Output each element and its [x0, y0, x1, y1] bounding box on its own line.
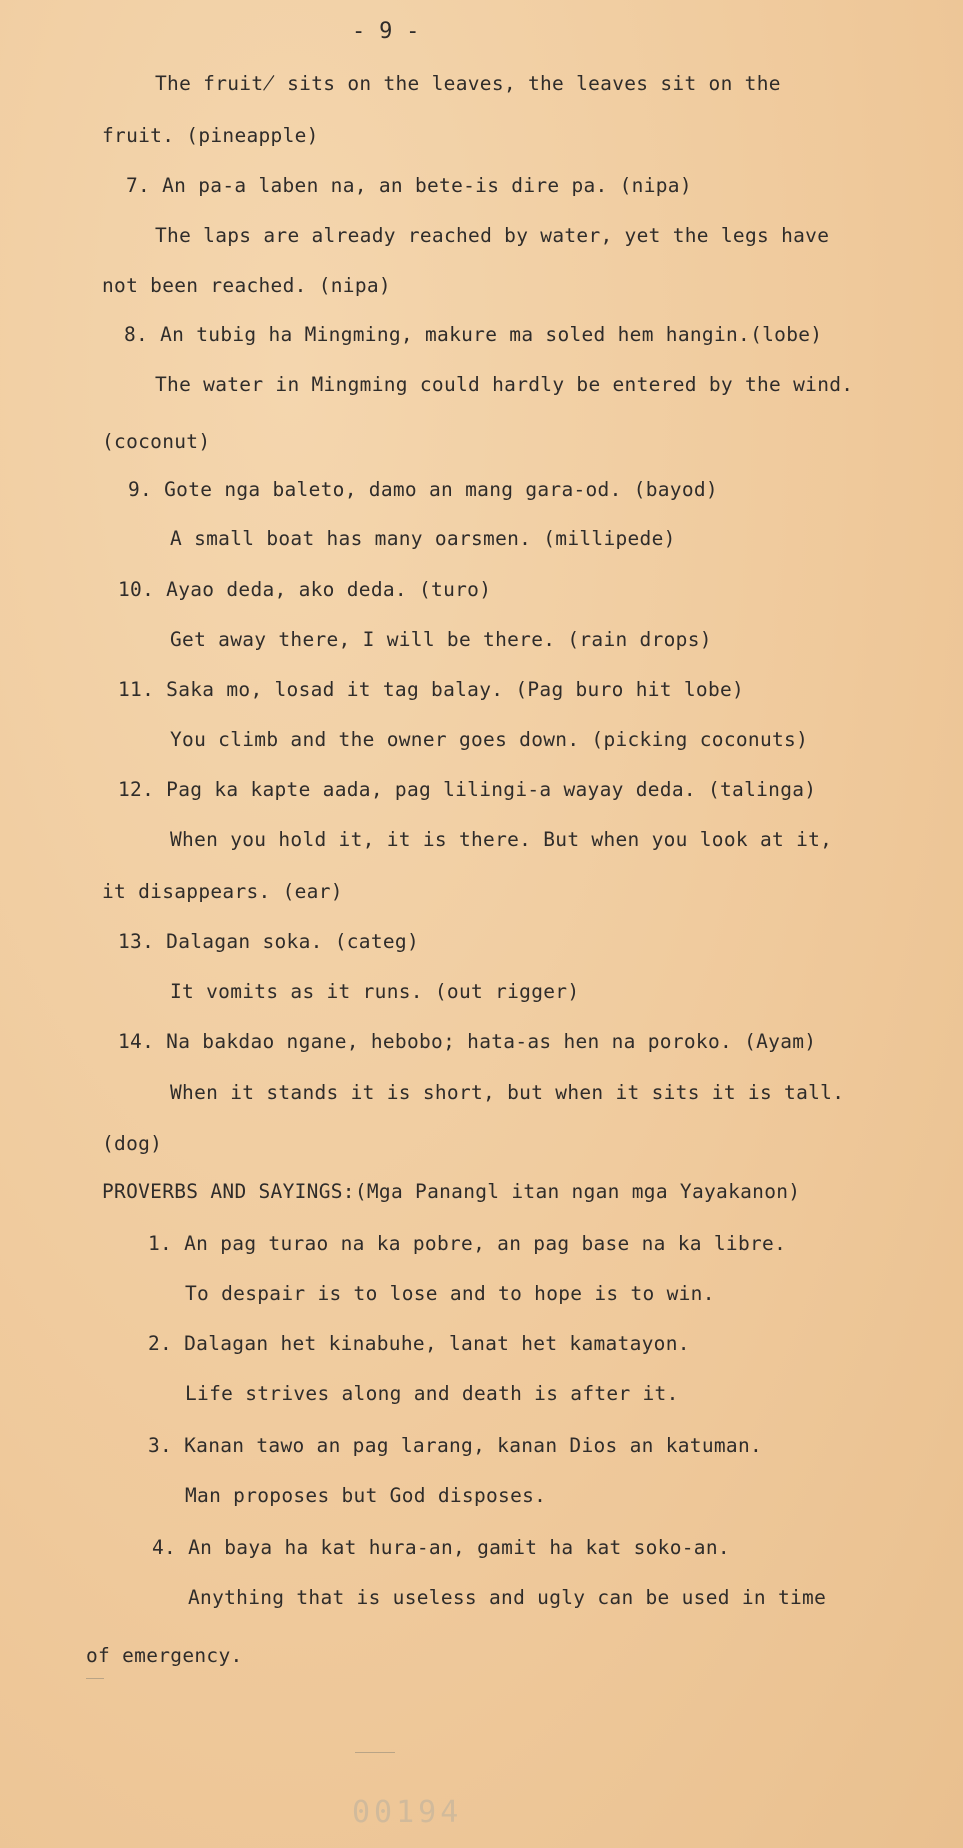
text-line: of emergency.: [86, 1644, 243, 1667]
text-line: 1. An pag turao na ka pobre, an pag base na ka libre.: [148, 1232, 787, 1255]
text-line: 13. Dalagan soka. (categ): [118, 930, 419, 953]
text-line: Man proposes but God disposes.: [185, 1484, 547, 1507]
text-line: (dog): [102, 1132, 163, 1155]
text-line: 10. Ayao deda, ako deda. (turo): [118, 578, 492, 601]
text-line: 9. Gote nga baleto, damo an mang gara-od. (bayod): [128, 478, 718, 501]
page-number: - 9 -: [352, 19, 420, 44]
text-line: The fruit̸ sits on the leaves, the leaves sit on the: [155, 72, 781, 95]
divider: [355, 1752, 395, 1753]
divider: [86, 1678, 104, 1679]
text-line: 2. Dalagan het kinabuhe, lanat het kamatayon.: [148, 1332, 690, 1355]
text-line: 8. An tubig ha Mingming, makure ma soled hem hangin.(lobe): [124, 323, 823, 346]
text-line: (coconut): [102, 430, 211, 453]
text-line: You climb and the owner goes down. (picking coconuts): [170, 728, 809, 751]
text-line: A small boat has many oarsmen. (millipede): [170, 527, 676, 550]
text-line: fruit. (pineapple): [102, 124, 319, 147]
text-line: The laps are already reached by water, yet the legs have: [155, 224, 830, 247]
text-line: To despair is to lose and to hope is to win.: [185, 1282, 715, 1305]
text-line: 14. Na bakdao ngane, hebobo; hata-as hen na poroko. (Ayam): [118, 1030, 817, 1053]
text-line: not been reached. (nipa): [102, 274, 391, 297]
text-line: Life strives along and death is after it.: [185, 1382, 679, 1405]
text-line: 12. Pag ka kapte aada, pag lilingi-a wayay deda. (talinga): [118, 778, 817, 801]
text-line: 4. An baya ha kat hura-an, gamit ha kat soko-an.: [152, 1536, 730, 1559]
text-line: When you hold it, it is there. But when you look at it,: [170, 828, 833, 851]
text-line: 11. Saka mo, losad it tag balay. (Pag buro hit lobe): [118, 678, 745, 701]
text-line: it disappears. (ear): [102, 880, 343, 903]
text-line: 3. Kanan tawo an pag larang, kanan Dios an katuman.: [148, 1434, 763, 1457]
text-line: When it stands it is short, but when it sits it is tall.: [170, 1081, 845, 1104]
text-line: 7. An pa-a laben na, an bete-is dire pa. (nipa): [126, 174, 692, 197]
text-line: The water in Mingming could hardly be entered by the wind.: [155, 373, 854, 396]
section-heading: PROVERBS AND SAYINGS:(Mga Panangl itan ngan mga Yayakanon): [102, 1180, 801, 1203]
archive-stamp: 00194: [352, 1795, 463, 1830]
text-line: Get away there, I will be there. (rain drops): [170, 628, 712, 651]
text-line: Anything that is useless and ugly can be used in time: [188, 1586, 827, 1609]
text-line: It vomits as it runs. (out rigger): [170, 980, 580, 1003]
